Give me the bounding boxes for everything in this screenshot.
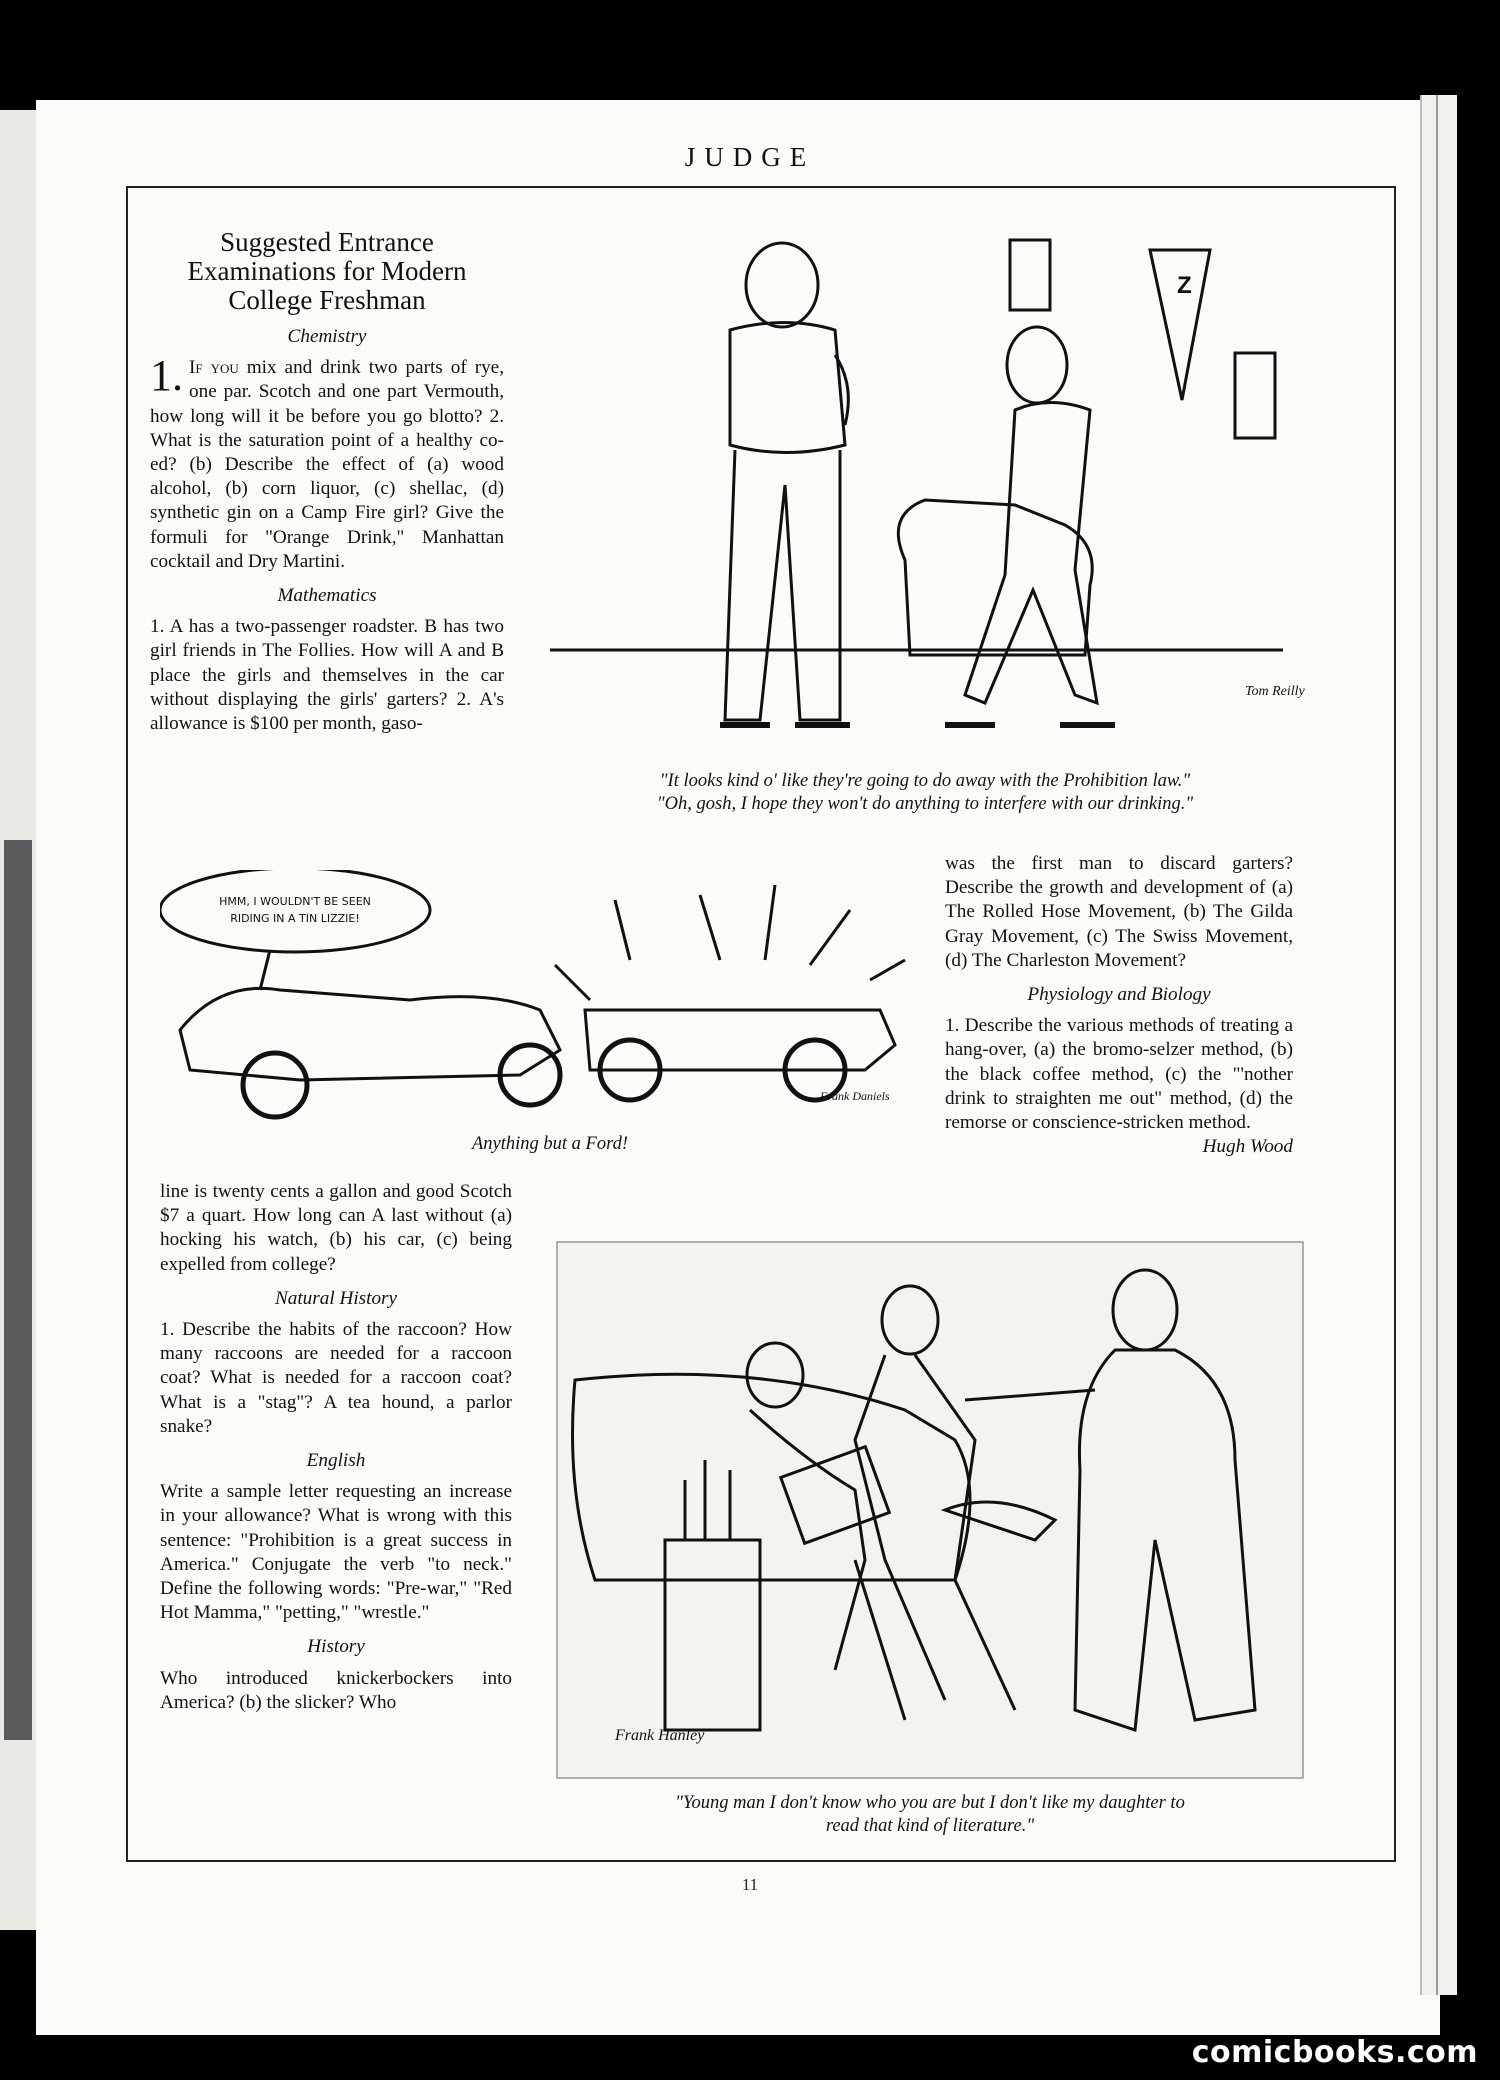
page-number: 11 [741,1875,759,1894]
chemistry-text: mix and drink two parts of rye, one par. Scotch and one part Vermouth, how long will it be before you go blotto? 2. What is the saturation point of a healthy co-ed? (b) Describe the effect of (a) wood alcohol, (b) corn liquor, (c) shellac, (d) synthetic gin on a Camp Fire girl? Give the formuli for "Orange Drink," Manhattan cocktail and Dry Martini. [150,357,504,572]
book-spine-left [0,110,40,1930]
bottom-caption-line1: "Young man I don't know who you are but I don't like my daughter to [675,1793,1185,1813]
middle-cartoon-caption: Anything but a Ford! [471,1134,629,1154]
cartoon-library-scene [555,1240,1305,1780]
cartoon-college-men [545,225,1305,770]
article-column-bottom [160,1180,512,1715]
history-text-part2: was the first man to discard garters? Describe the growth and development of (a) The Rolled Hose Movement, (b) The Gilda Gray Movement, (c) The Swiss Movement, (d) The Charleston Movement? [945,853,1293,971]
mathematics-heading: Mathematics [277,585,377,607]
article-title: Suggested Entrance Examinations for Modern College Freshman [187,227,467,315]
natural-history-text: 1. Describe the habits of the raccoon? How many raccoons are needed for a raccoon coat? What is needed for a raccoon coat? What is a "stag"? A tea hound, a parlor snake? [160,1319,512,1437]
natural-history-heading: Natural History [274,1287,398,1309]
mathematics-text-part1: 1. A has a two-passenger roadster. B has two girl friends in The Follies. How will A and B place the girls and themselves in the car without displaying the girls' garters? 2. A's allowance is $100 per month, gaso- [150,616,504,735]
chemistry-paragraph [150,351,504,574]
top-cartoon-signature: Tom Reilly [1245,684,1305,699]
bottom-cartoon-caption [555,1792,1305,1838]
drop-cap: 1. [150,351,183,401]
cartoon-tin-lizzie [160,870,920,1120]
physiology-heading: Physiology and Biology [1027,984,1211,1006]
wall-frame-right [1235,353,1275,438]
speech-line2: RIDING IN A TIN LIZZIE! [230,912,360,925]
top-caption-line1: "It looks kind o' like they're going to do away with the Prohibition law." [659,771,1191,791]
wall-frame-left [1010,240,1050,310]
article-column-top [150,228,504,736]
mathematics-text-part2: line is twenty cents a gallon and good Scotch $7 a quart. How long can A last without (a) hocking his watch, (b) his car, (c) being expelled from college? [160,1181,512,1275]
page-stack-right [1420,95,1457,1995]
bottom-caption-line2: read that kind of literature." [825,1816,1035,1836]
physiology-body: 1. Describe the various methods of treating a hang-over, (a) the bromo-selzer method, (b) the black coffee method, (c) the "'nother drink to straighten me out" method, (d) the remorse or conscience-stricken method. [945,1015,1293,1134]
top-cartoon-caption [560,770,1290,816]
masthead: JUDGE [684,142,816,172]
speech-bubble [160,870,430,952]
pennant-letter: Z [1177,272,1192,299]
watermark: comicbooks.com [1191,2035,1478,2070]
author-signature: Hugh Wood [1202,1136,1293,1158]
history-heading: History [307,1636,365,1658]
english-heading: English [306,1450,366,1472]
top-caption-line2: "Oh, gosh, I hope they won't do anything to interfere with our drinking." [656,794,1194,814]
chemistry-lead: If you [189,357,239,379]
history-text-part1: Who introduced knickerbockers into America? (b) the slicker? Who [160,1667,512,1713]
middle-cartoon-signature: Frank Daniels [820,1089,890,1103]
chemistry-heading: Chemistry [287,326,367,347]
bottom-cartoon-signature: Frank Hanley [615,1727,705,1744]
english-text: Write a sample letter requesting an increase in your allowance? What is wrong with this sentence: "Prohibition is a great success in America." Conjugate the verb "to neck." Define the following words: "Pre-war," "Red Hot Mamma," "petting," "wrestle." [160,1481,512,1624]
physiology-text [945,1014,1293,1158]
article-column-right [945,852,1293,1159]
speech-line1: HMM, I WOULDN'T BE SEEN [219,895,371,908]
